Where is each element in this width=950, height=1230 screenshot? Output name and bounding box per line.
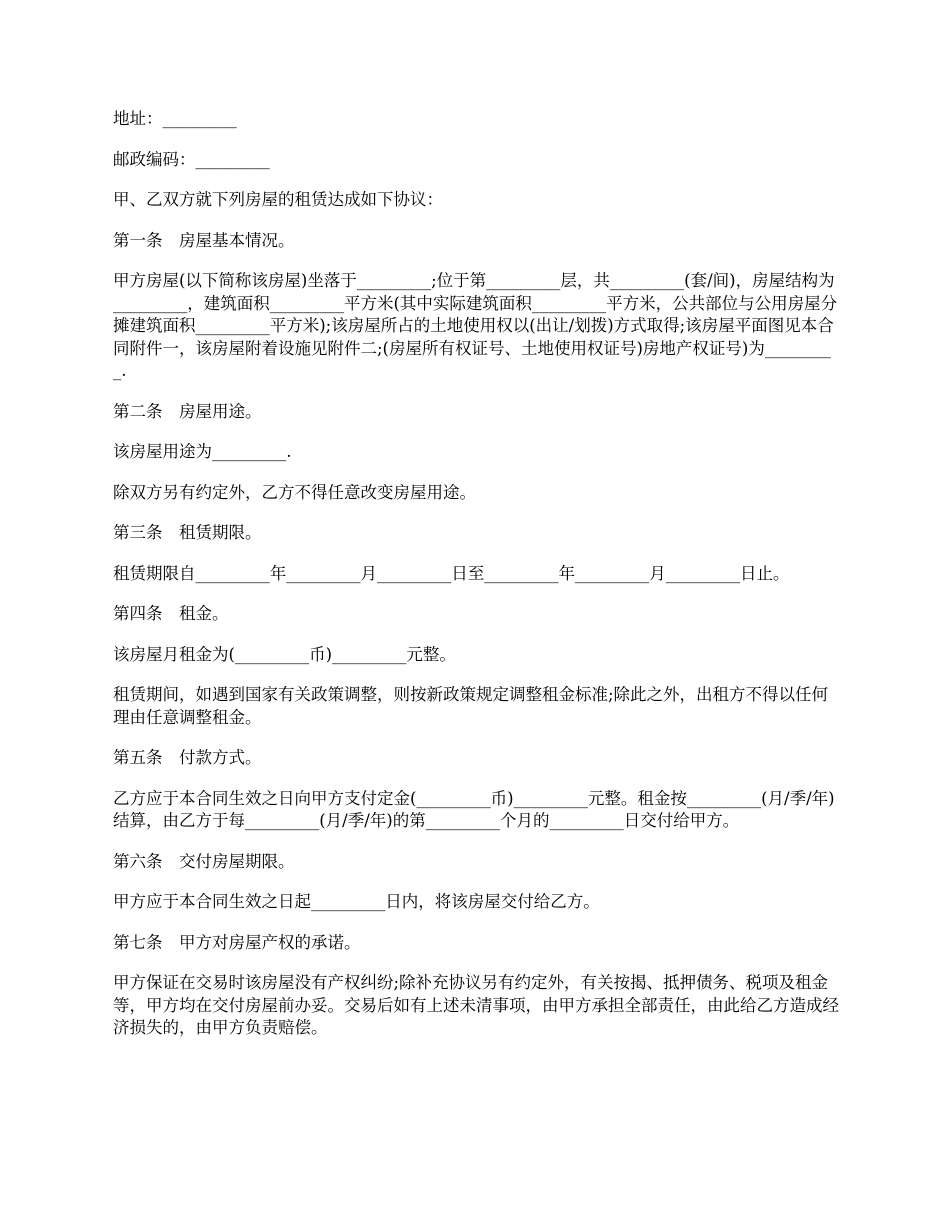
article-4-body-adjustment: 租赁期间，如遇到国家有关政策调整，则按新政策规定调整租金标准;除此之外，出租方不得以任何理由任意调整租金。	[113, 685, 829, 727]
address-line: 地址：_________	[113, 109, 237, 128]
article-6-heading: 第六条 交付房屋期限。	[113, 851, 295, 871]
article-3-heading: 第三条 租赁期限。	[113, 523, 262, 542]
article-2-body-usage: 该房屋用途为_________.	[113, 442, 292, 461]
article-7-heading: 第七条 甲方对房屋产权的承诺。	[113, 932, 361, 952]
article-6-body: 甲方应于本合同生效之日起_________日内，将该房屋交付给乙方。	[113, 892, 600, 911]
article-3-body: 租赁期限自_________年_________月_________日至_________年_________月_________日止。	[113, 563, 790, 583]
postal-code-line: 邮政编码：_________	[113, 149, 270, 169]
article-4-heading: 第四条 租金。	[113, 604, 229, 623]
article-1-heading: 第一条 房屋基本情况。	[113, 230, 295, 250]
article-7-body: 甲方保证在交易时该房屋没有产权纠纷;除补充协议另有约定外，有关按揭、抵押债务、税项及租金等，甲方均在交付房屋前办妥。交易后如有上述未清事项，由甲方承担全部责任，由此给乙方造成经济损失的，由甲方负责赔偿。	[113, 973, 839, 1037]
article-2-heading: 第二条 房屋用途。	[113, 401, 262, 421]
article-5-heading: 第五条 付款方式。	[113, 748, 262, 767]
article-4-body-rent: 该房屋月租金为(_________币)_________元整。	[113, 644, 456, 664]
document-body	[113, 108, 841, 1058]
agreement-intro: 甲、乙双方就下列房屋的租赁达成如下协议：	[113, 190, 443, 209]
article-5-body: 乙方应于本合同生效之日向甲方支付定金(_________币)_________元整。租金按_________(月/季/年)结算，由乙方于每_________(月/季/年)的第_________个月的_________日交付给甲方。	[113, 788, 835, 830]
article-1-body: 甲方房屋(以下简称该房屋)坐落于_________;位于第_________层，共_________(套/间)，房屋结构为_________，建筑面积_________平方米(其中实际建筑面积_________平方米，公共部位与公用房屋分摊建筑面积_________平方米);该房屋所占的土地使用权以(出让/划拨)方式取得;该房屋平面图见本合同附件一，该房屋附着设施见附件二;(房屋所有权证号、土地使用权证号)房地产权证号)为_________.	[113, 271, 838, 380]
article-2-body-restriction: 除双方另有约定外，乙方不得任意改变房屋用途。	[113, 482, 476, 502]
